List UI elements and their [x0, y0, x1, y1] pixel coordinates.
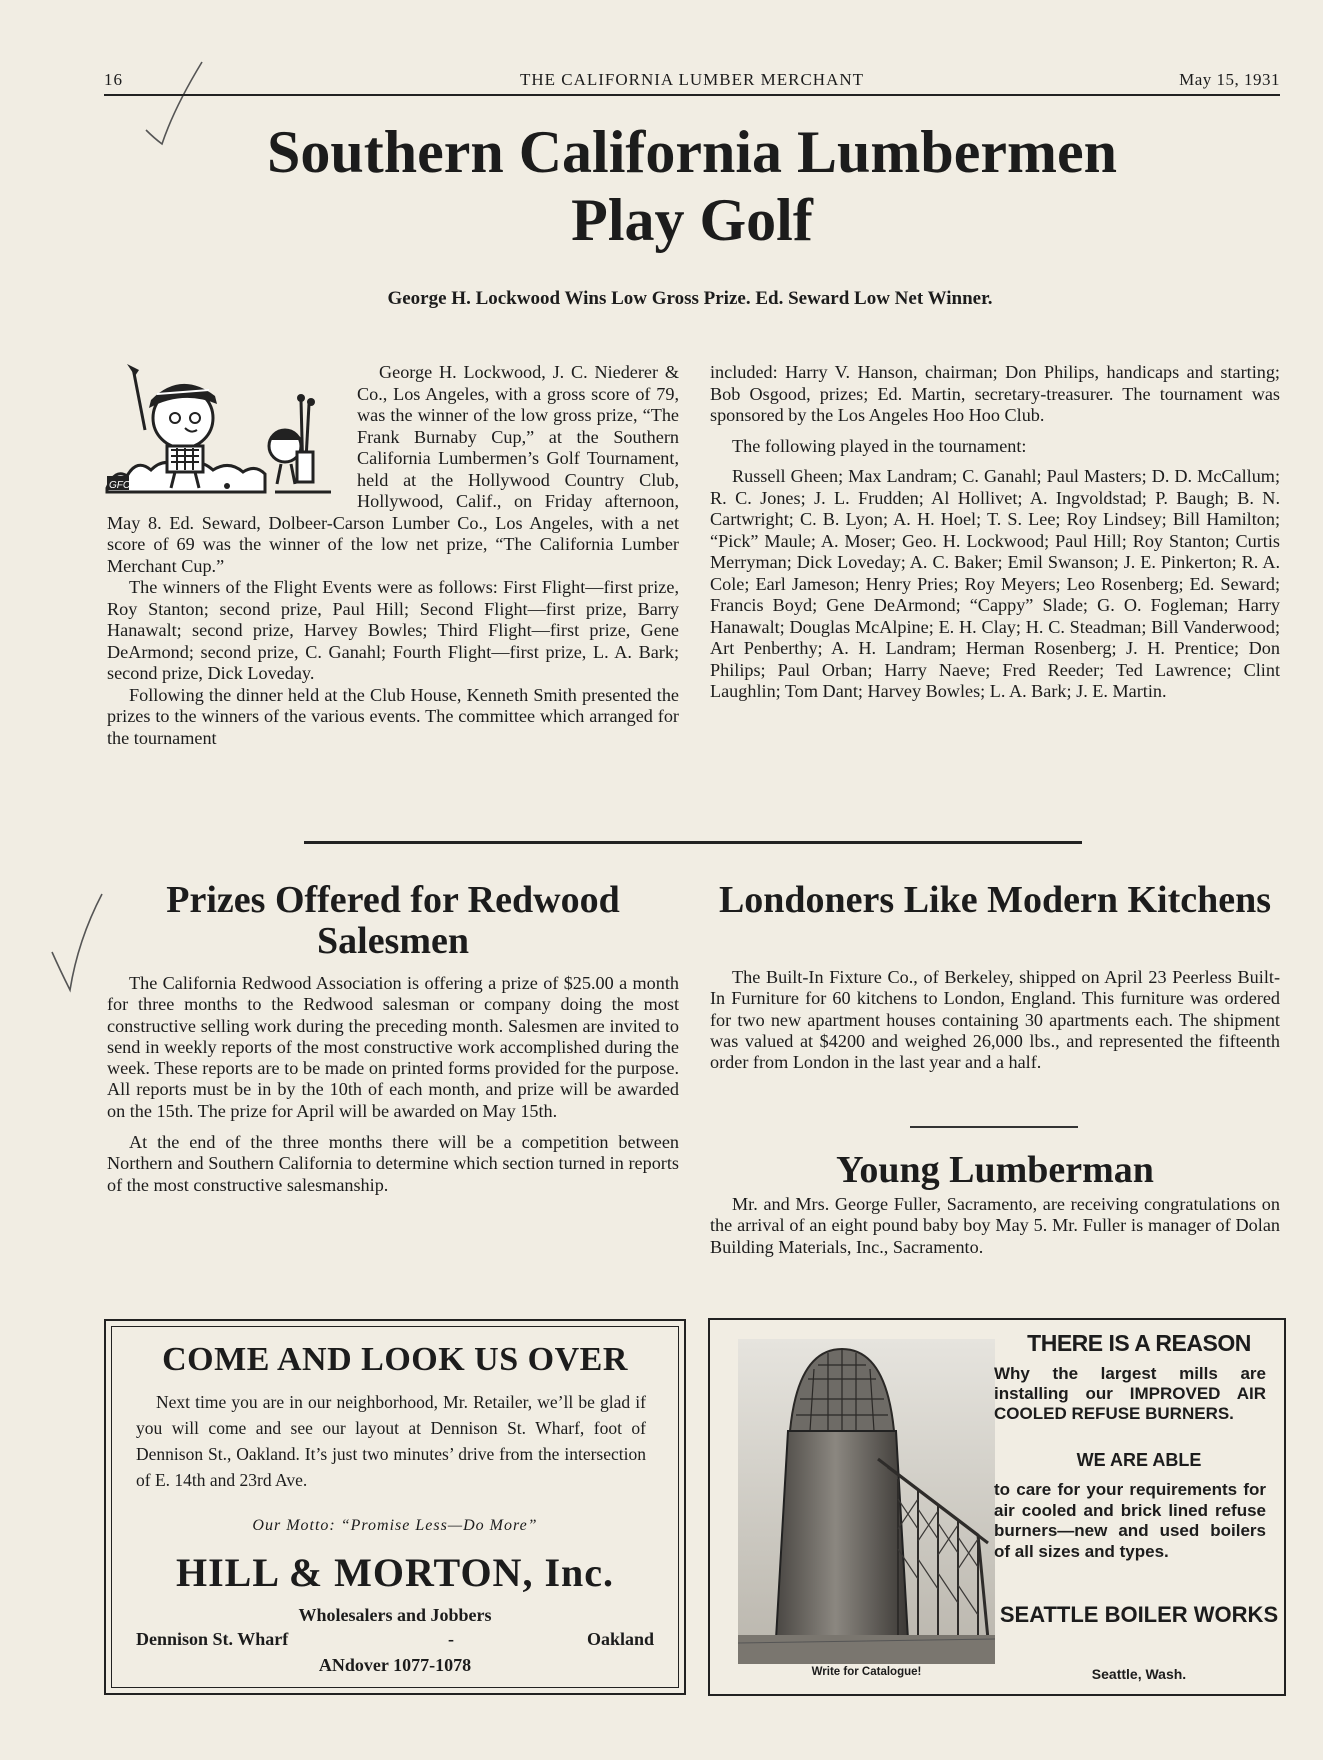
- player-list: Russell Gheen; Max Landram; C. Ganahl; Paul Masters; D. D. McCallum; R. C. Jones; J. L. Frudden; Al Hollivet; A. Ingvoldstad; P. Baugh; B. N. Cartwright; C. B. Lyon; A. H. Hoel; T. S. Lee; Roy Lindsey; Bill Hamilton; “Pick” Maule; A. Moser; Geo. H. Lockwood; Paul Hill; Roy Stanton; Curtis Merryman; Dick Loveday; A. C. Baker; Emil Swanson; J. E. Pinkerton; R. A. Cole; Earl Jameson; Henry Pries; Roy Meyers; Leo Rosenberg; Ed. Seward; Francis Boyd; Gene DeArmond; “Cappy” Slade; G. O. Fogleman; Harry Hanawalt; Douglas McAlpine; E. H. Clay; H. C. Steadman; Bill Vanderwood; Art Penberthy; A. H. Landram; Herman Rosenberg; J. H. Prentice; Don Philips; Paul Orban; Harry Naeve; Fred Reeder; Ted Lawrence; Clint Laughlin; Tom Dant; Harvey Bowles; L. A. Bark; J. E. Martin.: [710, 466, 1280, 701]
- redwood-article-body: [107, 973, 679, 1196]
- section-divider: [304, 841, 1082, 844]
- ad-phone: ANdover 1077-1078: [318, 1655, 472, 1675]
- young-lumberman-body: [710, 1194, 1280, 1258]
- paragraph: Following the dinner held at the Club House, Kenneth Smith presented the prizes to the winners of the various events. The committee which arranged for the tournament: [107, 684, 679, 748]
- article-column-right: [710, 362, 1280, 703]
- paragraph: The winners of the Flight Events were as follows: First Flight—first prize, Roy Stanton; second prize, Paul Hill; Second Flight—first prize, Barry Hanawalt; second prize, Harvey Bowles; Third Flight—first prize, Gene DeArmond; second prize, C. Ganahl; Fourth Flight—first prize, L. A. Bark; second prize, Dick Loveday.: [107, 577, 679, 683]
- pencil-checkmark-icon: [48, 890, 108, 1000]
- article-title: [104, 118, 1280, 254]
- ad-address-left: Dennison St. Wharf: [136, 1629, 289, 1649]
- redwood-article-title: Prizes Offered for Redwood Salesmen: [166, 879, 620, 962]
- ad-address-right: Oakland: [586, 1629, 654, 1649]
- young-lumberman-title: Young Lumberman: [836, 1149, 1154, 1191]
- title-line-2: Play Golf: [571, 187, 813, 253]
- photo-caption: Write for Catalogue!: [811, 1666, 922, 1678]
- ad-subheading: WE ARE ABLE: [1076, 1450, 1202, 1470]
- paragraph: included: Harry V. Hanson, chairman; Don Philips, handicaps and starting; Bob Osgood, prizes; Ed. Martin, secretary-treasurer. The tournament was sponsored by the Los Angeles Hoo Hoo Club.: [710, 362, 1280, 425]
- article-divider: [910, 1126, 1078, 1128]
- article-subtitle: George H. Lockwood Wins Low Gross Prize. Ed. Seward Low Net Winner.: [387, 288, 993, 309]
- page-number: 16: [104, 70, 123, 89]
- cartoon-signature: GFC: [109, 480, 131, 491]
- running-header: [104, 68, 1280, 96]
- article-column-left: [107, 362, 679, 749]
- issue-date: May 15, 1931: [1179, 70, 1280, 89]
- ad-headline: COME AND LOOK US OVER: [162, 1341, 628, 1378]
- paragraph: George H. Lockwood, J. C. Niederer & Co., Los Angeles, with a gross score of 79, was the winner of the low gross prize, “The Frank Burnaby Cup,” at the Southern California Lumbermen’s Golf Tournament, held at the Hollywood Country Club, Hollywood, Calif., on Friday afternoon, May 8. Ed. Seward, Dolbeer-Carson Lumber Co., Los Angeles, with a net score of 69 was the winner of the low net prize, “The California Lumber Merchant Cup.”: [107, 362, 679, 576]
- ad-city: Seattle, Wash.: [1091, 1666, 1187, 1682]
- paragraph: The Built-In Fixture Co., of Berkeley, shipped on April 23 Peerless Built-In Furniture for 60 kitchens to London, England. This furniture was ordered for two new apartment houses containing 30 apartments each. The shipment was valued at $4200 and weighed 26,000 lbs., and represented the fifteenth order from London in the last year and a half.: [710, 967, 1280, 1073]
- ad-headline: THERE IS A REASON: [1027, 1330, 1251, 1356]
- ad-tagline: Wholesalers and Jobbers: [298, 1605, 492, 1625]
- hill-morton-advertisement: [104, 1319, 686, 1695]
- ad-motto: Our Motto: “Promise Less—Do More”: [252, 1517, 538, 1534]
- golfer-cartoon-icon: [105, 360, 345, 500]
- ad-company-name: SEATTLE BOILER WORKS: [999, 1602, 1279, 1627]
- magazine-name: THE CALIFORNIA LUMBER MERCHANT: [519, 70, 865, 89]
- paragraph: At the end of the three months there will be a competition between Northern and Southern California to determine which section turned in reports of the most constructive salesmanship.: [107, 1132, 679, 1195]
- ad-company-name: HILL & MORTON, Inc.: [175, 1550, 615, 1595]
- paragraph: Mr. and Mrs. George Fuller, Sacramento, are receiving congratulations on the arrival of an eight pound baby boy May 5. Mr. Fuller is manager of Dolan Building Materials, Inc., Sacramento.: [710, 1194, 1280, 1257]
- ad-body-text: Next time you are in our neighborhood, Mr. Retailer, we’ll be glad if you will come and see our layout at Dennison St. Wharf, foot of Dennison St., Oakland. It’s just two minutes’ drive from the intersection of E. 14th and 23rd Ave.: [136, 1392, 646, 1490]
- ad-text: to care for your requirements for air cooled and brick lined refuse burners—new and used boilers of all sizes and types.: [994, 1480, 1266, 1561]
- londoners-article-title: Londoners Like Modern Kitchens: [718, 879, 1272, 921]
- ad-text: Why the largest mills are installing our IMPROVED AIR COOLED REFUSE BURNERS.: [994, 1364, 1266, 1423]
- londoners-article-body: [710, 967, 1280, 1073]
- seattle-boiler-advertisement: [708, 1318, 1286, 1696]
- paragraph: The following played in the tournament:: [732, 435, 1027, 456]
- paragraph: The California Redwood Association is offering a prize of $25.00 a month for three months to the Redwood salesman or company doing the most constructive selling work during the preceding month. Salesmen are invited to send in weekly reports of the most constructive work accomplished during the week. These reports are to be made on printed forms provided for the purpose. All reports must be in by the 10th of each month, and prize will be awarded on the 15th. The prize for April will be awarded on May 15th.: [107, 973, 679, 1121]
- refuse-burner-photo: [738, 1339, 995, 1664]
- ad-body: [136, 1389, 646, 1493]
- ad-address-separator: -: [448, 1629, 454, 1649]
- title-line-1: Southern California Lumbermen: [266, 119, 1118, 185]
